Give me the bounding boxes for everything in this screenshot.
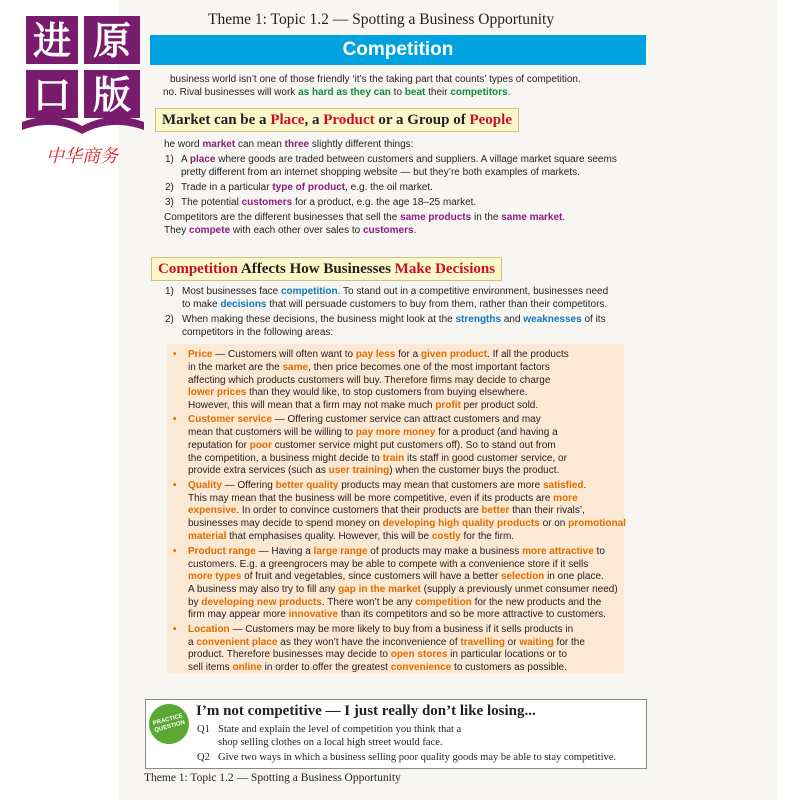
market-intro: he word market can mean three slightly different things:	[164, 139, 414, 150]
market-item-2-number: 2)	[165, 182, 174, 193]
service-line-4: the competition, a business might decide to train its staff in good customer service, or	[188, 453, 567, 464]
intro-line-1: business world isn’t one of those friendly ‘it’s the taking part that counts’ types of competition.	[170, 74, 581, 85]
location-line-2: a convenient place as they won’t have the inconvenience of travelling or waiting for the	[188, 637, 585, 648]
service-line-3: reputation for poor customer service might put customers off). So to stand out from	[188, 440, 556, 451]
decisions-point-2-number: 2)	[165, 314, 174, 325]
bullet-service: •	[173, 414, 177, 425]
publisher-logo	[20, 10, 148, 170]
decisions-point-2-line-2: competitors in the following areas:	[182, 327, 334, 338]
price-line-4: lower prices than they would like, to stop customers from buying elsewhere.	[188, 387, 528, 398]
practice-title: I’m not competitive — I just really don’t like losing...	[196, 703, 536, 719]
logo-subtitle: 中华商务	[46, 146, 118, 167]
quality-line-1: Quality — Offering better quality products may mean that customers are more satisfied.	[188, 480, 587, 491]
decisions-point-1: Most businesses face competition. To stand out in a competitive environment, businesses need	[182, 286, 609, 297]
price-line-2: in the market are the same, then price becomes one of the most important factors	[188, 362, 550, 373]
price-line-3: affecting which products customers will buy. Therefore firms may decide to charge	[188, 375, 551, 386]
quality-line-4: businesses may decide to spend money on developing high quality products or on promotional	[188, 518, 626, 529]
service-line-2: mean that customers will be willing to pay more money for a product (and having a	[188, 427, 558, 438]
bullet-quality: •	[173, 480, 177, 491]
competitors-compete: They compete with each other over sales to customers.	[164, 225, 417, 236]
practice-question-badge: PRACTICE QUESTION	[145, 700, 194, 749]
location-line-1: Location — Customers may be more likely to buy from a business if it sells products in	[188, 624, 574, 635]
market-item-2: Trade in a particular type of product, e.g. the oil market.	[181, 182, 433, 193]
quality-line-2: This may mean that the business will be more competitive, even if its products are more	[188, 493, 578, 504]
market-item-1: A place where goods are traded between customers and suppliers. A village market square seems	[181, 154, 617, 165]
quality-line-5: material that emphasises quality. However, this will be costly for the firm.	[188, 531, 515, 542]
market-item-3: The potential customers for a product, e.g. the age 18–25 market.	[181, 197, 477, 208]
section-heading-decisions: Competition Affects How Businesses Make Decisions	[151, 257, 502, 281]
q1-line-1: State and explain the level of competition you think that a	[218, 724, 462, 735]
location-line-4: sell items online in order to offer the greatest convenience to customers as possible.	[188, 662, 567, 673]
price-line-5: However, this will mean that a firm may not make much profit per product sold.	[188, 400, 539, 411]
decisions-point-1-number: 1)	[165, 286, 174, 297]
logo-char-4: 版	[92, 73, 132, 117]
decisions-point-1-line-2: to make decisions that will persuade customers to buy from them, rather than their competitors.	[182, 299, 608, 310]
logo-char-1: 进	[32, 19, 72, 63]
section-heading-market: Market can be a Place, a Product or a Group of People	[155, 108, 519, 132]
intro-line-2: no. Rival businesses will work as hard as they can to beat their competitors.	[163, 87, 511, 98]
q2-number: Q2	[197, 752, 210, 763]
price-line-1: Price — Customers will often want to pay less for a given product. If all the products	[188, 349, 569, 360]
decisions-point-2: When making these decisions, the business might look at the strengths and weaknesses of its	[182, 314, 606, 325]
page-footer-title: Theme 1: Topic 1.2 — Spotting a Business Opportunity	[144, 772, 401, 784]
range-line-1: Product range — Having a large range of products may make a business more attractive to	[188, 546, 605, 557]
bullet-price: •	[173, 349, 177, 360]
service-line-5: provide extra services (such as user training) when the customer buys the product.	[188, 465, 560, 476]
range-line-6: firm may appear more innovative than its competitors and so be more attractive to customers.	[188, 609, 606, 620]
bullet-location: •	[173, 624, 177, 635]
page-header-title: Theme 1: Topic 1.2 — Spotting a Business Opportunity	[208, 11, 555, 28]
range-line-4: A business may also try to fill any gap in the market (supply a previously unmet consumer need)	[188, 584, 618, 595]
q2-line-1: Give two ways in which a business selling poor quality goods may be able to stay competitive.	[218, 752, 617, 763]
logo-char-2: 原	[92, 19, 132, 63]
market-item-1-line-2: pretty different from an internet shopping website — but they’re both examples of markets.	[181, 167, 580, 178]
range-line-2: customers. E.g. a greengrocers may be able to compete with a convenience store if it sells	[188, 559, 589, 570]
q1-line-2: shop selling clothes on a local high street would face.	[218, 737, 443, 748]
range-line-3: more types of fruit and vegetables, since customers will have a better selection in one place.	[188, 571, 604, 582]
bullet-range: •	[173, 546, 177, 557]
quality-line-3: expensive. In order to convince customers that their products are better than their rivals’,	[188, 505, 585, 516]
range-line-5: by developing new products. There won’t be any competition for the new products and the	[188, 597, 602, 608]
topic-banner: Competition	[150, 35, 646, 65]
competitors-definition: Competitors are the different businesses that sell the same products in the same market.	[164, 212, 566, 223]
book-logo-icon	[20, 10, 148, 170]
service-line-1: Customer service — Offering customer service can attract customers and may	[188, 414, 541, 425]
market-item-3-number: 3)	[165, 197, 174, 208]
market-item-1-number: 1)	[165, 154, 174, 165]
logo-char-3: 口	[32, 73, 72, 117]
q1-number: Q1	[197, 724, 210, 735]
location-line-3: product. Therefore businesses may decide to open stores in particular locations or to	[188, 649, 567, 660]
